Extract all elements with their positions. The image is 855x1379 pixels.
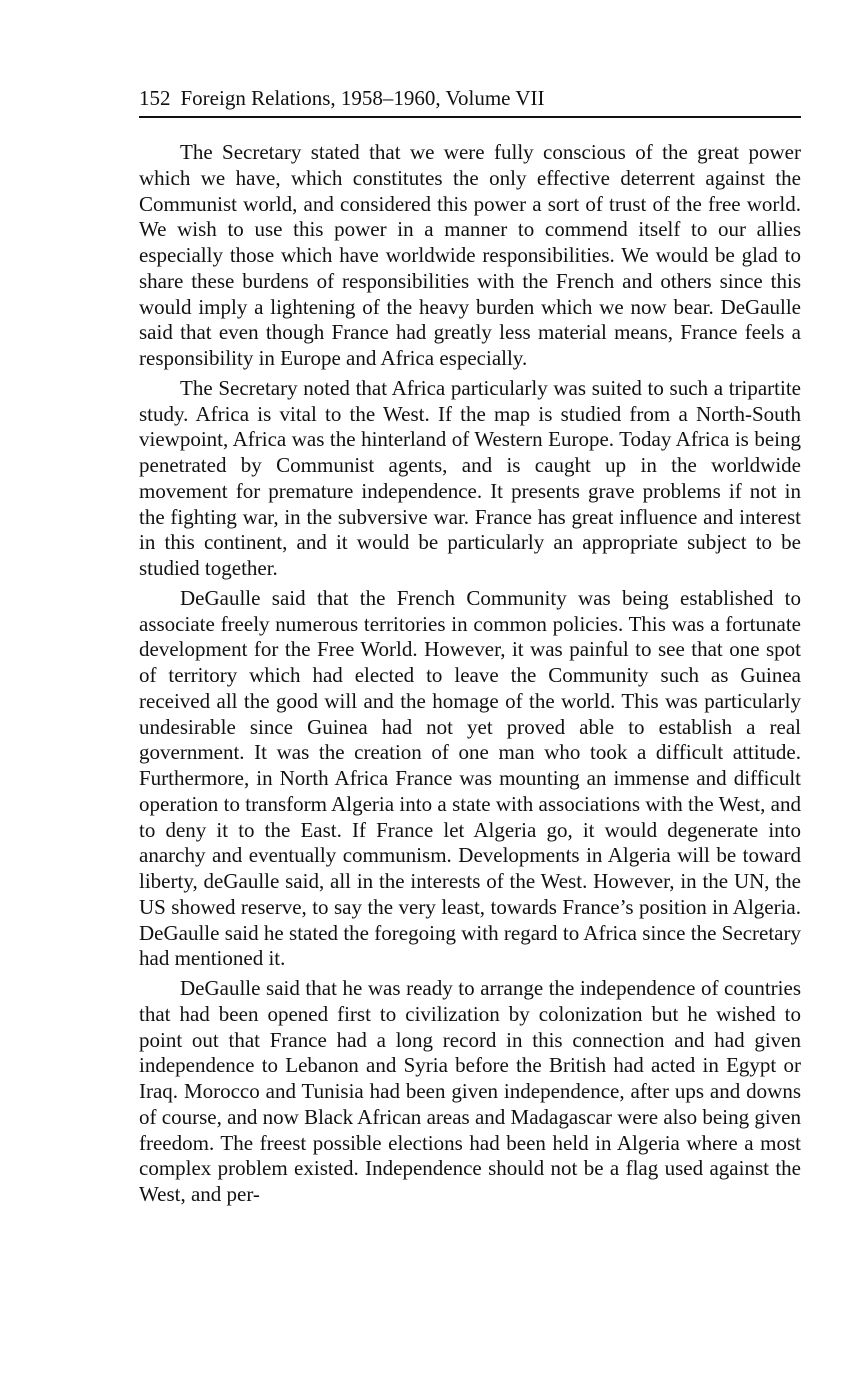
volume-title: Foreign Relations, 1958–1960, Volume VII xyxy=(180,86,545,110)
body-text xyxy=(139,140,801,1208)
page-number: 152 xyxy=(139,86,171,110)
paragraph-africa-study: The Secretary noted that Africa particularly was suited to such a tripartite study. Africa is vital to the West. If the map is studied from a North-South viewpoint, Africa was the hinterland of Western Europe. Today Africa is being penetrated by Communist agents, and is caught up in the worldwide movement for premature independence. It presents grave problems if not in the fighting war, in the subversive war. France has great influence and interest in this continent, and it would be particularly an appropriate subject to be studied together. xyxy=(139,375,801,580)
paragraph-secretary-power: The Secretary stated that we were fully conscious of the great power which we have, which constitutes the only effective deterrent against the Communist world, and considered this power a sort of trust of the free world. We wish to use this power in a manner to commend itself to our allies especially those which have worldwide responsibilities. We would be glad to share these burdens of responsibilities with the French and others since this would imply a lightening of the heavy burden which we now bear. DeGaulle said that even though France had greatly less material means, France feels a responsibility in Europe and Africa especially. xyxy=(139,140,801,370)
document-page xyxy=(139,84,801,1212)
paragraph-french-community: DeGaulle said that the French Community was being established to associate freely numerous territories in common policies. This was a fortunate development for the Free World. However, it was painful to see that one spot of territory which had elected to leave the Community such as Guinea received all the good will and the homage of the world. This was particularly undesirable since Guinea had not yet proved able to establish a real government. It was the creation of one man who took a difficult attitude. Furthermore, in North Africa France was mounting an immense and difficult operation to transform Algeria into a state with associations with the West, and to deny it to the East. If France let Algeria go, it would degenerate into anarchy and eventually communism. Developments in Algeria will be toward liberty, deGaulle said, all in the interests of the West. However, in the UN, the US showed reserve, to say the very least, towards France’s position in Algeria. DeGaulle said he stated the foregoing with regard to Africa since the Secretary had mentioned it. xyxy=(139,585,801,971)
running-head xyxy=(139,84,801,118)
paragraph-independence: DeGaulle said that he was ready to arrange the independence of countries that had been opened first to civilization by colonization but he wished to point out that France had a long record in this connection and had given independence to Lebanon and Syria before the British had acted in Egypt or Iraq. Morocco and Tunisia had been given independence, after ups and downs of course, and now Black African areas and Madagascar were also being given freedom. The freest possible elections had been held in Algeria where a most complex problem existed. Independence should not be a flag used against the West, and per- xyxy=(139,976,801,1206)
